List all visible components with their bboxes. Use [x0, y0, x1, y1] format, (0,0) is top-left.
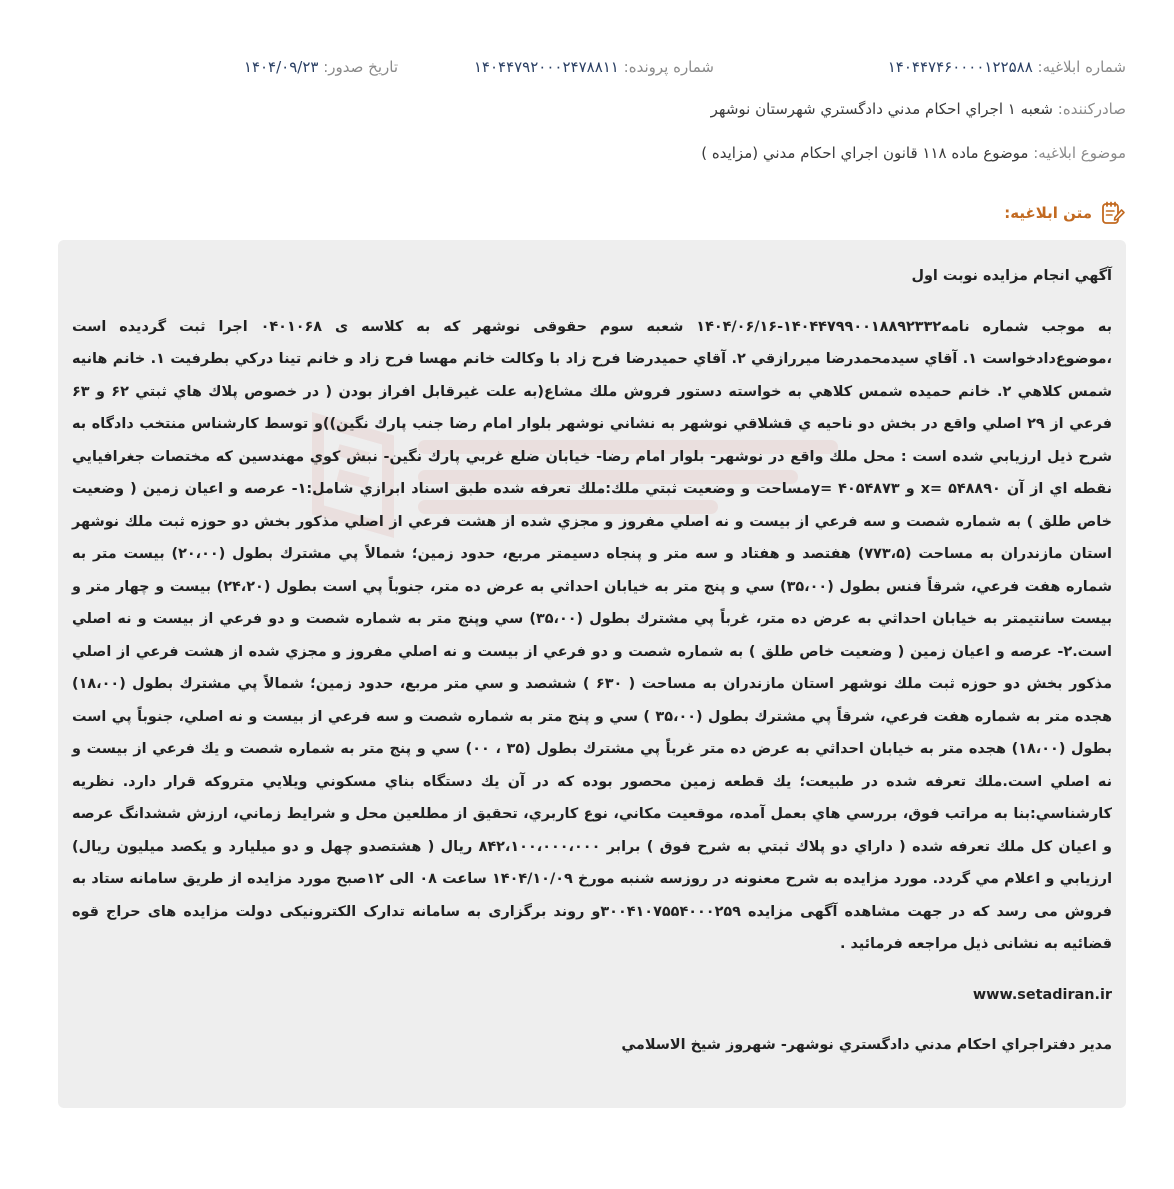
notice-text-header	[1004, 200, 1126, 226]
notice-number	[888, 58, 1126, 76]
issue-date-label: تاريخ صدور:	[323, 58, 398, 76]
case-number-label: شماره پرونده:	[623, 58, 714, 76]
issuer-value: شعبه ۱ اجراي احکام مدني دادگستري شهرستان نوشهر	[710, 100, 1053, 118]
issuer-label: صادرکننده:	[1057, 100, 1126, 118]
issue-date	[244, 58, 398, 76]
subject-label: موضوع ابلاغيه:	[1033, 144, 1126, 162]
issuer-row	[48, 100, 1126, 118]
notice-number-label: شماره ابلاغيه:	[1037, 58, 1126, 76]
subject-row	[48, 144, 1126, 162]
case-number	[474, 58, 714, 76]
notice-number-value: ۱۴۰۴۴۷۴۶۰۰۰۰۱۲۲۵۸۸	[887, 58, 1033, 76]
notice-heading: آگهي انجام مزايده نوبت اول	[911, 268, 1112, 284]
signature: مدير دفتراجراي احکام مدني دادگستري نوشهر- شهروز شيخ الاسلامي	[621, 1037, 1112, 1053]
meta-row-numbers	[48, 58, 1126, 82]
notice-text-body	[72, 260, 1112, 1062]
notice-text-title: متن ابلاغيه:	[1004, 204, 1092, 222]
notice-content-box	[58, 240, 1126, 1108]
case-number-value: ۱۴۰۴۴۷۹۲۰۰۰۲۴۷۸۸۱۱	[473, 58, 619, 76]
subject-value: موضوع ماده ۱۱۸ قانون اجراي احکام مدني (مزايده )	[701, 144, 1029, 162]
document-edit-icon	[1100, 200, 1126, 226]
issue-date-value: ۱۴۰۴/۰۹/۲۳	[243, 58, 319, 76]
setad-link[interactable]: www.setadiran.ir	[972, 986, 1112, 1003]
notice-paragraph: به موجب شماره نامه۱۴۰۴۴۷۹۹۰۰۱۸۸۹۲۳۳۲-۱۴۰۴/۰۶/۱۶ شعبه سوم حقوقی نوشهر که به کلاسه ی ۰۴۰۱۰۶۸ اجرا ثبت گرديده است ،موضوع‌دادخواست ۱. آقاي سيدمحمدرضا ميررازقي ۲. آقاي حميدرضا فرح زاد با وکالت خانم مهسا فرح زاد و خانم تينا درکي بطرفيت ۱. خانم هانيه شمس کلاهي ۲. خانم حميده شمس کلاهي به خواسته دستور فروش ملك مشاع(به علت غيرقابل افراز بودن ( در خصوص پلاك هاي ثبتي ۶۲ و ۶۳ فرعي از ۲۹ اصلي واقع در بخش دو ناحيه ي قشلاقي نوشهر به نشاني نوشهر بلوار امام رضا جنب پارك نگين))و توسط کارشناس منتخب دادگاه به شرح ذيل ارزيابي شده است : محل ملك واقع در نوشهر- بلوار امام رضا- خيابان ضلع غربي پارك نگين- نبش کوي مهندسين که مختصات جغرافيايي نقطه اي از آن x= ۵۴۸۸۹۰ و y= ۴۰۵۴۸۷۳مساحت و وضعيت ثبتي ملك:ملك تعرفه شده طبق اسناد ابرازي شامل:۱- عرصه و اعيان زمين ( وضعيت خاص طلق ) به شماره شصت و سه فرعي از بيست و نه اصلي مفروز و مجزي شده از هشت فرعي از اصلي مذکور بخش دو حوزه ثبت ملك نوشهر استان مازندران به مساحت (۷۷۳،۵) هفتصد و هفتاد و سه متر و پنجاه دسيمتر مربع، حدود زمين؛ شمالاً پي مشترك بطول (۲۰،۰۰) بيست متر به شماره هفت فرعي، شرقاً فنس بطول (۳۵،۰۰) سي و پنج متر به خيابان احداثي به عرض ده متر، جنوباً پي است بطول (۲۴،۲۰) بيست و چهار متر و بيست سانتيمتر به خيابان احداثي به عرض ده متر، غرباً پي مشترك بطول (۳۵،۰۰) سي وپنج متر به شماره شصت و دو فرعي از بيست و نه اصلي است.۲- عرصه و اعيان زمين ( وضعيت خاص طلق ) به شماره شصت و دو فرعي از بيست و نه اصلي مفروز و مجزي شده از هشت فرعي از اصلي مذکور بخش دو حوزه ثبت ملك نوشهر استان مازندران به مساحت ( ۶۳۰ ) ششصد و سي متر مربع، حدود زمين؛ شمالاً پي مشترك بطول (۱۸،۰۰) هجده متر به شماره هفت فرعي، شرقاً پي مشترك بطول (۳۵،۰۰ ) سي و پنج متر به شماره شصت و سه فرعي از بيست و نه اصلي، جنوباً پي است بطول (۱۸،۰۰) هجده متر به خيابان احداثي به عرض ده متر غرباً پي مشترك بطول (۳۵ ، ۰۰) سي و پنج متر به شماره شصت و يك فرعي از بيست و نه اصلي است.ملك تعرفه شده در طبيعت؛ يك قطعه زمين محصور بوده که در آن يك دستگاه بناي مسکوني ويلايي متروکه قرار دارد. نظريه کارشناسي:بنا به مراتب فوق، بررسي هاي بعمل آمده، موقعيت مکاني، نوع کاربري، تحقيق از مطلعين محل و شرايط زماني، ارزش ششدانگ عرصه و اعيان کل ملك تعرفه شده ( داراي دو پلاك ثبتي به شرح فوق ) برابر ۸۴۲،۱۰۰،۰۰۰،۰۰۰ ريال ( هشتصدو چهل و دو ميليارد و يکصد ميليون ريال) ارزيابي و اعلام مي گردد. مورد مزايده به شرح معنونه در روزسه شنبه مورخ ۱۴۰۴/۱۰/۰۹ ساعت ۰۸ الی ۱۲صبح مورد مزايده از طريق سامانه ستاد به فروش می رسد که در جهت مشاهده آگهی مزايده ۳۰۰۴۱۰۷۵۵۴۰۰۰۲۵۹و روند برگزاری به سامانه تدارک الکترونيکی دولت مزايده های حراج قوه قضائيه به نشانی ذيل مراجعه فرمائيد .	[72, 318, 1113, 952]
